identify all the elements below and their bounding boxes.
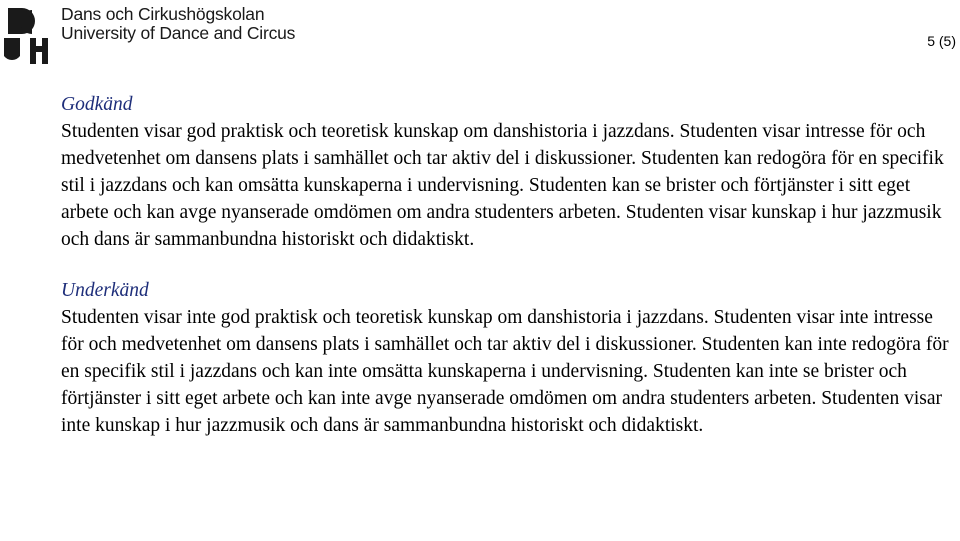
organization-name-swedish: Dans och Cirkushögskolan: [61, 4, 265, 24]
organization-name-english: University of Dance and Circus: [61, 23, 296, 43]
organization-name: [61, 5, 295, 43]
dch-logo-icon: [2, 4, 50, 64]
page-header: [0, 0, 960, 70]
document-body: [61, 92, 956, 440]
section-paragraph: Studenten visar god praktisk och teoretisk kunskap om danshistoria i jazzdans. Studenten visar intresse för och medvetenhet om dansens plats i samhället och tar aktiv del i diskussioner. Studenten kan redogöra för en specifik stil i jazzdans och kan omsätta kunskaperna i undervisning. Studenten kan se brister och förtjänster i sitt eget arbete och kan avge nyanserade omdömen om andra studenters arbeten. Studenten visar kunskap i hur jazzmusik och dans är sammanbundna historiskt och didaktiskt.: [61, 120, 944, 250]
grade-section-failed: [61, 278, 956, 439]
page-number: 5 (5): [927, 33, 956, 49]
section-paragraph: Studenten visar inte god praktisk och teoretisk kunskap om danshistoria i jazzdans. Studenten visar inte intresse för och medvetenhet om dansens plats i samhället och tar aktiv del i diskussioner. Studenten kan inte redogöra för en specifik stil i jazzdans och kan inte omsätta kunskaperna i undervisning. Studenten kan inte se brister och förtjänster i sitt eget arbete och kan inte avge nyanserade omdömen om andra studenters arbeten. Studenten visar inte kunskap i hur jazzmusik och dans är sammanbundna historiskt och didaktiskt.: [61, 307, 949, 436]
section-heading: Underkänd: [61, 280, 149, 302]
grade-section-approved: [61, 92, 956, 253]
section-heading: Godkänd: [61, 94, 133, 115]
